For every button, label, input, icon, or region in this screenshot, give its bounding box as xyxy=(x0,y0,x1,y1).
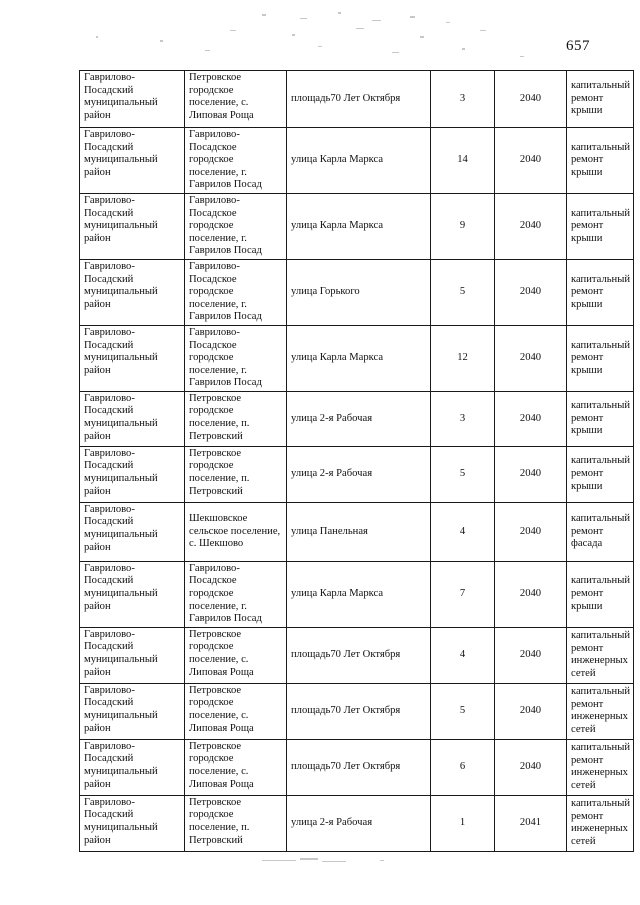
settlement-cell: Шекшовское сельское поселение, с. Шекшово xyxy=(185,502,287,561)
house-number-cell: 5 xyxy=(431,259,495,325)
work-type-cell: капитальный ремонт крыши xyxy=(567,71,634,128)
house-number-cell: 3 xyxy=(431,391,495,446)
district-cell: Гаврилово- Посадский муниципальный район xyxy=(80,71,185,128)
year-cell: 2040 xyxy=(495,739,567,795)
year-cell: 2040 xyxy=(495,561,567,627)
district-cell: Гаврилово- Посадский муниципальный район xyxy=(80,739,185,795)
year-cell: 2040 xyxy=(495,193,567,259)
table-row xyxy=(80,193,634,259)
work-type-cell: капитальный ремонт фасада xyxy=(567,502,634,561)
page-number: 657 xyxy=(566,38,590,54)
work-type-cell: капитальный ремонт крыши xyxy=(567,446,634,502)
table-row xyxy=(80,739,634,795)
year-cell: 2040 xyxy=(495,71,567,128)
work-type-cell: капитальный ремонт инженерных сетей xyxy=(567,795,634,851)
settlement-cell: Гаврилово- Посадское городское поселение, г. Гаврилов Посад xyxy=(185,325,287,391)
street-cell: улица Горького xyxy=(287,259,431,325)
street-cell: улица 2-я Рабочая xyxy=(287,391,431,446)
work-type-cell: капитальный ремонт крыши xyxy=(567,193,634,259)
house-number-cell: 14 xyxy=(431,128,495,194)
house-number-cell: 6 xyxy=(431,739,495,795)
work-type-cell: капитальный ремонт инженерных сетей xyxy=(567,627,634,683)
house-number-cell: 4 xyxy=(431,502,495,561)
settlement-cell: Петровское городское поселение, с. Липовая Роща xyxy=(185,627,287,683)
street-cell: улица Карла Маркса xyxy=(287,193,431,259)
work-type-cell: капитальный ремонт крыши xyxy=(567,259,634,325)
settlement-cell: Гаврилово- Посадское городское поселение, г. Гаврилов Посад xyxy=(185,259,287,325)
year-cell: 2040 xyxy=(495,128,567,194)
street-cell: улица Карла Маркса xyxy=(287,325,431,391)
settlement-cell: Гаврилово- Посадское городское поселение, г. Гаврилов Посад xyxy=(185,128,287,194)
year-cell: 2040 xyxy=(495,502,567,561)
table-row xyxy=(80,795,634,851)
work-type-cell: капитальный ремонт инженерных сетей xyxy=(567,739,634,795)
house-number-cell: 5 xyxy=(431,446,495,502)
table-row xyxy=(80,627,634,683)
year-cell: 2041 xyxy=(495,795,567,851)
settlement-cell: Гаврилово- Посадское городское поселение, г. Гаврилов Посад xyxy=(185,561,287,627)
district-cell: Гаврилово- Посадский муниципальный район xyxy=(80,391,185,446)
table-row xyxy=(80,561,634,627)
house-number-cell: 5 xyxy=(431,683,495,739)
street-cell: площадь70 Лет Октября xyxy=(287,739,431,795)
table-row xyxy=(80,128,634,194)
district-cell: Гаврилово- Посадский муниципальный район xyxy=(80,128,185,194)
year-cell: 2040 xyxy=(495,627,567,683)
table-row xyxy=(80,259,634,325)
year-cell: 2040 xyxy=(495,446,567,502)
district-cell: Гаврилово- Посадский муниципальный район xyxy=(80,561,185,627)
house-number-cell: 3 xyxy=(431,71,495,128)
work-type-cell: капитальный ремонт крыши xyxy=(567,561,634,627)
settlement-cell: Гаврилово- Посадское городское поселение, г. Гаврилов Посад xyxy=(185,193,287,259)
house-number-cell: 1 xyxy=(431,795,495,851)
work-type-cell: капитальный ремонт крыши xyxy=(567,391,634,446)
street-cell: площадь70 Лет Октября xyxy=(287,627,431,683)
street-cell: площадь70 Лет Октября xyxy=(287,71,431,128)
table-row xyxy=(80,325,634,391)
settlement-cell: Петровское городское поселение, с. Липовая Роща xyxy=(185,71,287,128)
work-type-cell: капитальный ремонт крыши xyxy=(567,128,634,194)
district-cell: Гаврилово- Посадский муниципальный район xyxy=(80,627,185,683)
street-cell: улица Карла Маркса xyxy=(287,561,431,627)
settlement-cell: Петровское городское поселение, с. Липовая Роща xyxy=(185,739,287,795)
district-cell: Гаврилово- Посадский муниципальный район xyxy=(80,502,185,561)
street-cell: улица 2-я Рабочая xyxy=(287,446,431,502)
house-number-cell: 12 xyxy=(431,325,495,391)
district-cell: Гаврилово- Посадский муниципальный район xyxy=(80,795,185,851)
house-number-cell: 7 xyxy=(431,561,495,627)
settlement-cell: Петровское городское поселение, п. Петровский xyxy=(185,446,287,502)
district-cell: Гаврилово- Посадский муниципальный район xyxy=(80,446,185,502)
table-row xyxy=(80,391,634,446)
street-cell: улица Панельная xyxy=(287,502,431,561)
house-number-cell: 9 xyxy=(431,193,495,259)
repair-schedule-table xyxy=(79,70,634,852)
street-cell: улица 2-я Рабочая xyxy=(287,795,431,851)
table-row xyxy=(80,683,634,739)
district-cell: Гаврилово- Посадский муниципальный район xyxy=(80,325,185,391)
street-cell: площадь70 Лет Октября xyxy=(287,683,431,739)
year-cell: 2040 xyxy=(495,259,567,325)
house-number-cell: 4 xyxy=(431,627,495,683)
table-row xyxy=(80,71,634,128)
work-type-cell: капитальный ремонт крыши xyxy=(567,325,634,391)
table-row xyxy=(80,446,634,502)
district-cell: Гаврилово- Посадский муниципальный район xyxy=(80,683,185,739)
year-cell: 2040 xyxy=(495,683,567,739)
settlement-cell: Петровское городское поселение, с. Липовая Роща xyxy=(185,683,287,739)
street-cell: улица Карла Маркса xyxy=(287,128,431,194)
work-type-cell: капитальный ремонт инженерных сетей xyxy=(567,683,634,739)
year-cell: 2040 xyxy=(495,325,567,391)
settlement-cell: Петровское городское поселение, п. Петровский xyxy=(185,795,287,851)
table-row xyxy=(80,502,634,561)
district-cell: Гаврилово- Посадский муниципальный район xyxy=(80,259,185,325)
district-cell: Гаврилово- Посадский муниципальный район xyxy=(80,193,185,259)
year-cell: 2040 xyxy=(495,391,567,446)
settlement-cell: Петровское городское поселение, п. Петровский xyxy=(185,391,287,446)
